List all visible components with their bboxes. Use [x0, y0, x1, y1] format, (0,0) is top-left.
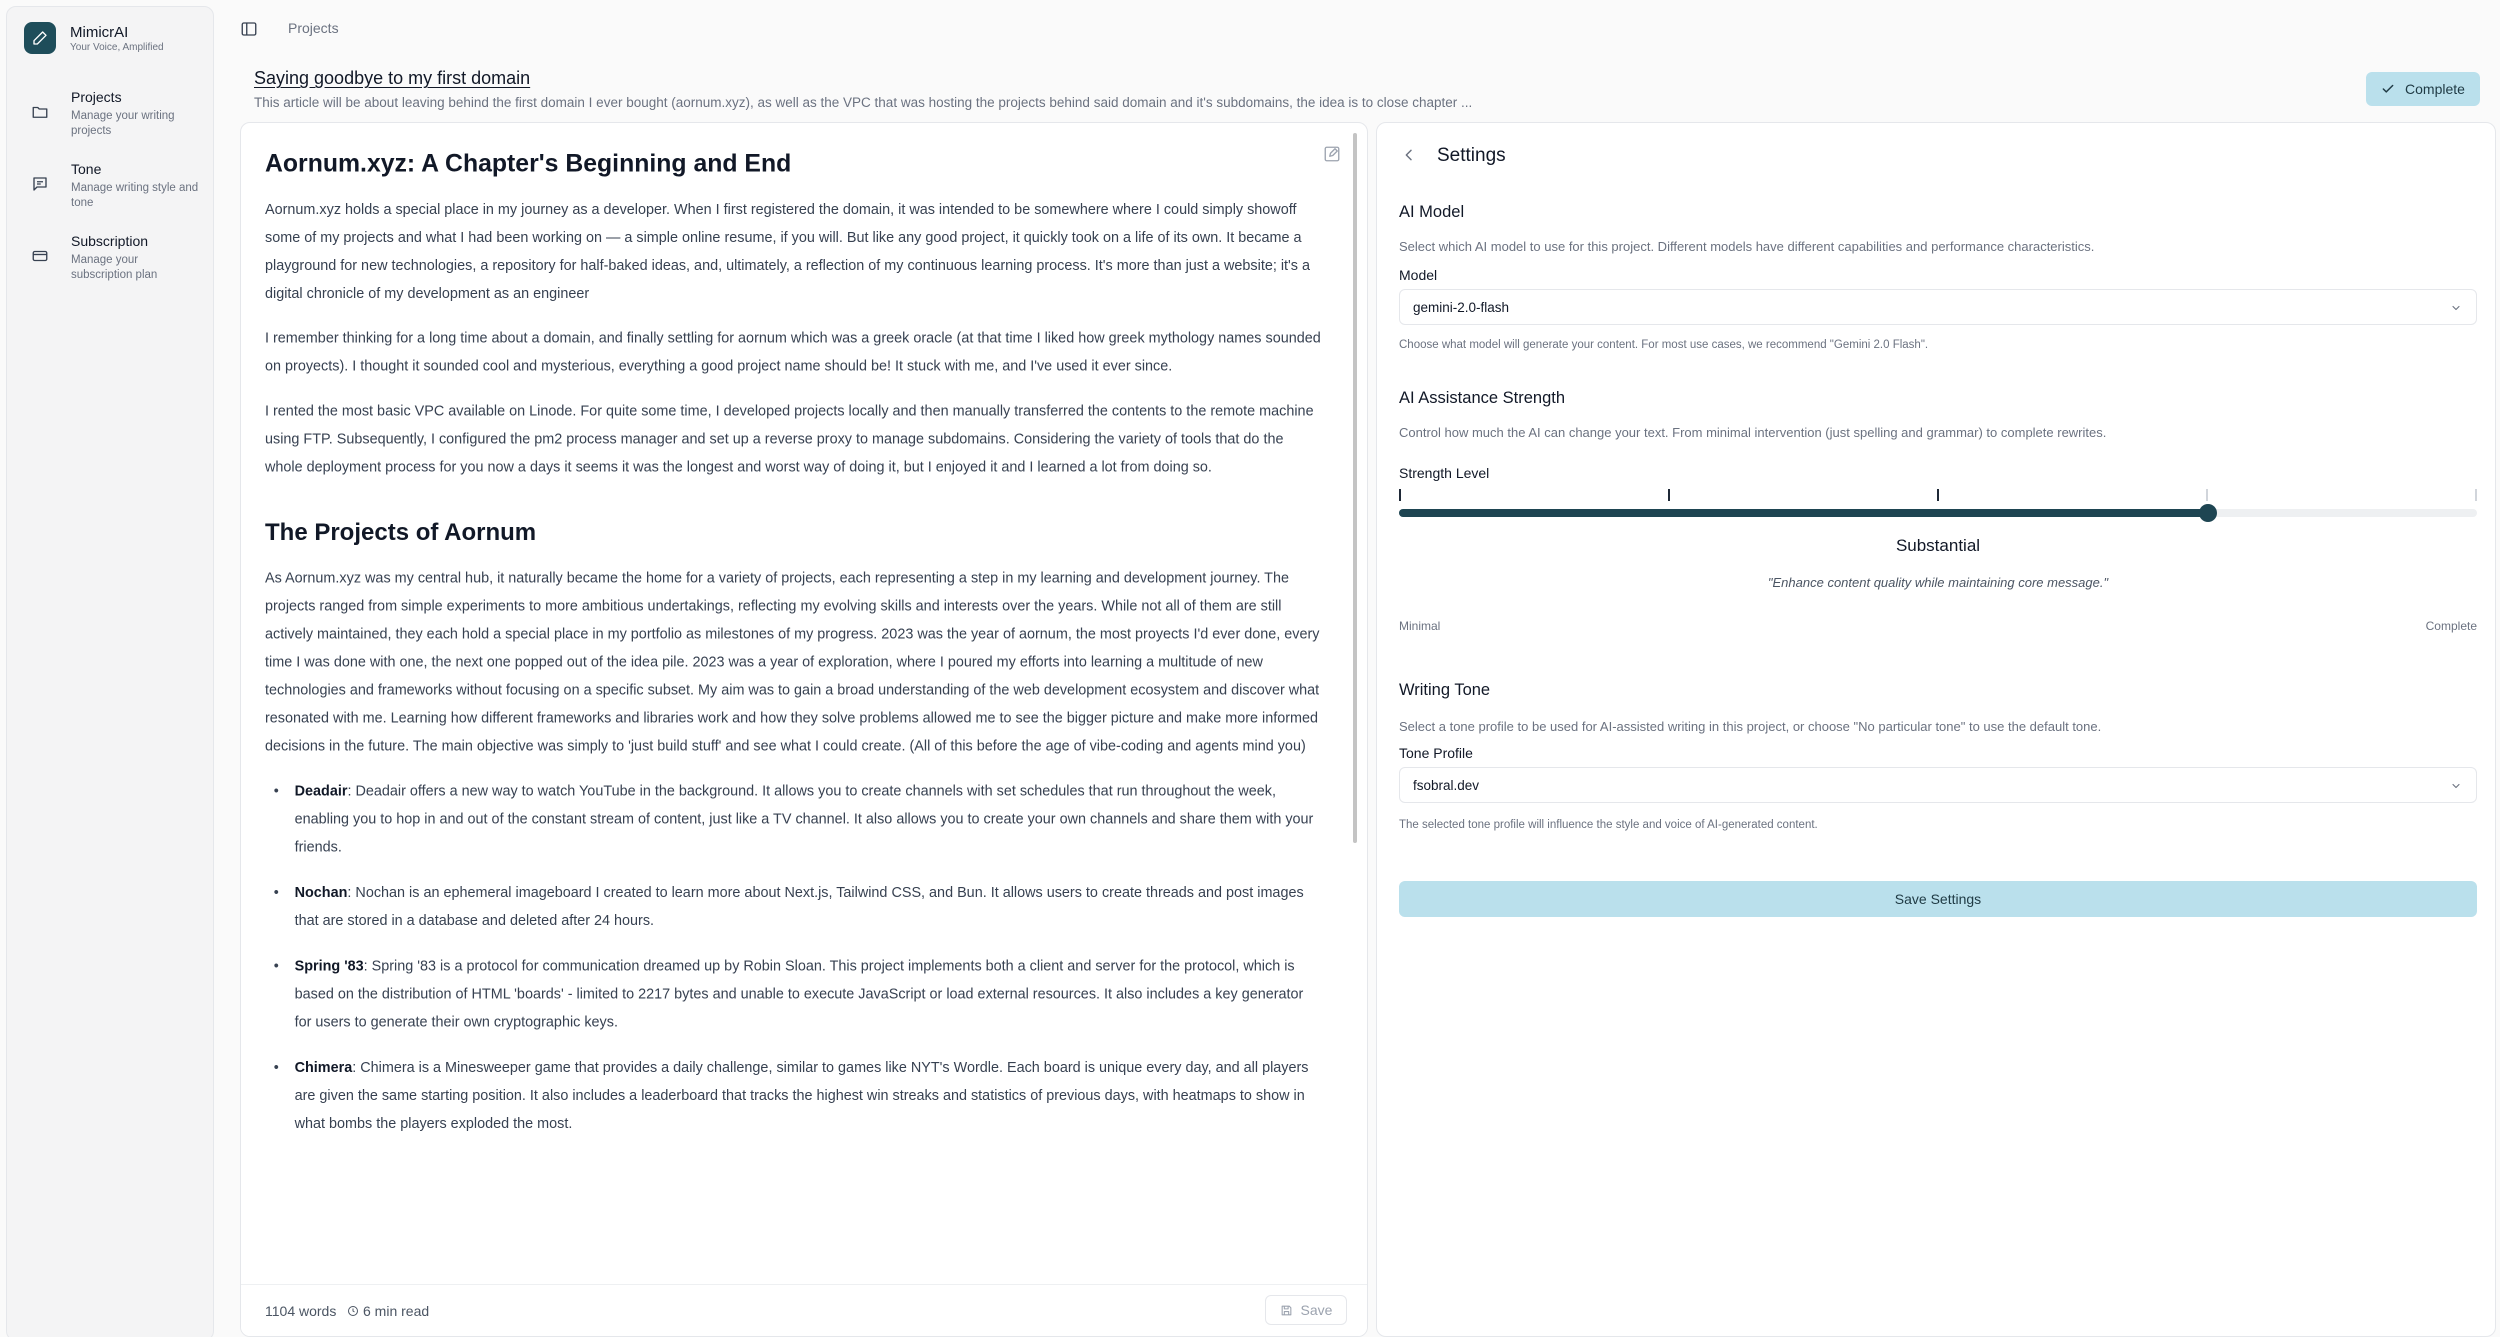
sidebar-item-desc: Manage writing style and tone: [71, 182, 199, 209]
list-item-name: Deadair: [294, 782, 348, 799]
strength-slider[interactable]: [1399, 509, 2477, 517]
scrollbar-thumb[interactable]: [1353, 133, 1357, 843]
sidebar-item-desc: Manage your writing projects: [71, 110, 175, 137]
pen-logo-icon: [24, 22, 56, 54]
edit-icon[interactable]: [1323, 145, 1341, 163]
list-item: [285, 777, 1321, 861]
save-label: Save: [1300, 1302, 1333, 1318]
sidebar-item-label: Tone: [71, 161, 102, 177]
folder-icon: [31, 103, 49, 121]
chevron-down-icon: [2450, 302, 2462, 314]
sidebar: [6, 6, 214, 1337]
credit-card-icon: [31, 247, 49, 265]
editor-content[interactable]: [265, 149, 1321, 1155]
slider-tick: [1399, 489, 1401, 501]
sidebar-item-label: Subscription: [71, 233, 149, 249]
tone-profile-select[interactable]: [1399, 767, 2477, 803]
list-item-text: : Nochan is an ephemeral imageboard I created to learn more about Next.js, Tailwind CSS, and Bun. It allows users to create threads and post images that are stored in a database and deleted after 24 hours.: [294, 884, 1304, 929]
check-icon: [2381, 82, 2395, 96]
article-paragraph: As Aornum.xyz was my central hub, it naturally became the home for a variety of projects, each representing a step in my learning and development journey. The projects ranged from simple experiments to more ambitious undertakings, reflecting my evolving skills and interests over the years. While not all of them are still actively maintained, they each hold a special place in my portfolio as milestones of my progress. 2023 was the year of aornum, the most proyects I'd ever done, every time I was done with one, the next one popped out of the idea pile. 2023 was a year of exploration, where I poured my efforts into learning a multitude of new technologies and frameworks without focusing on a specific subset. My aim was to gain a broad understanding of the web development ecosystem and discover what resonated with me. Learning how different frameworks and libraries work and how they solve problems allowed me to see the bigger picture and make more informed decisions in the future. The main objective was simply to 'just build stuff' and see what I could create. (All of this before the age of vibe-coding and agents mind you): [265, 569, 1320, 754]
list-item: [285, 879, 1321, 935]
sidebar-item-subscription[interactable]: [7, 233, 215, 293]
read-time: [347, 1303, 429, 1319]
app-tagline: Your Voice, Amplified: [70, 41, 164, 53]
slider-tick: [2206, 489, 2208, 501]
read-time-label: 6 min read: [363, 1303, 430, 1319]
project-list: [285, 777, 1321, 1138]
slider-thumb[interactable]: [2199, 504, 2217, 522]
chevron-left-icon[interactable]: [1401, 147, 1417, 163]
brand[interactable]: [24, 22, 164, 54]
app-name: MimicrAI: [70, 23, 129, 41]
strength-level-name: Substantial: [1895, 536, 1981, 555]
slider-tick: [1668, 489, 1670, 501]
save-icon: [1280, 1304, 1293, 1317]
sidebar-item-desc: Manage your subscription plan: [71, 254, 158, 281]
list-item-name: Chimera: [294, 1059, 353, 1076]
list-item-text: : Spring '83 is a protocol for communication dreamed up by Robin Sloan. This project implements both a client and server for the protocol, which is based on the distribution of HTML 'boards' - limited to 2217 bytes and unable to execute JavaScript or load external resources. It also includes a key generator for users to generate their own cryptographic keys.: [294, 957, 1304, 1030]
ai-model-title: AI Model: [1399, 203, 1465, 221]
model-label: Model: [1399, 267, 1438, 283]
message-square-icon: [31, 175, 49, 193]
list-item-text: : Chimera is a Minesweeper game that provides a daily challenge, similar to games like NYT's Wordle. Each board is unique every day, and all players are given the same starting position. It also includes a leaderboard that tracks the highest win streaks and statistics of previous days, with heatmaps to show in what bombs the players exploded the most.: [294, 1059, 1309, 1132]
model-select-value: gemini-2.0-flash: [1413, 300, 1510, 315]
ai-model-desc: Select which AI model to use for this project. Different models have different capabilities and performance characteristics.: [1399, 239, 2095, 254]
chevron-down-icon: [2450, 780, 2462, 792]
article-paragraph: Aornum.xyz holds a special place in my journey as a developer. When I first registered the domain, it was intended to be somewhere where I could simply showoff some of my projects and what I had been working on — a simple online resume, if you will. But like any good project, it quickly took on a life of its own. It became a playground for new technologies, a repository for half-baked ideas, and, ultimately, a reflection of my continuous learning process. It's more than just a website; it's a digital chronicle of my development as an engineer: [265, 201, 1310, 301]
complete-button[interactable]: [2366, 72, 2480, 106]
settings-title: Settings: [1437, 145, 1506, 166]
project-title[interactable]: Saying goodbye to my first domain: [254, 68, 531, 88]
strength-max-label: Complete: [2425, 619, 2477, 633]
tone-profile-label: Tone Profile: [1399, 745, 1473, 761]
word-count: 1104 words: [265, 1303, 337, 1319]
save-settings-button[interactable]: Save Settings: [1399, 881, 2477, 917]
list-item-text: : Deadair offers a new way to watch YouTube in the background. It allows you to create channels with set schedules that run throughout the week, enabling you to hop in and out of the constant stream of content, just like a TV channel. It also allows you to create your own channels and share them with your friends.: [294, 782, 1314, 855]
tone-hint: The selected tone profile will influence the style and voice of AI-generated content.: [1399, 819, 1818, 831]
article-paragraph: I remember thinking for a long time about a domain, and finally settling for aornum which was a greek oracle (at that time I liked how greek mythology names sounded on proyects). I thought it sounded cool and mysterious, everything a good project name should be! It stuck with me, and I've used it ever since.: [265, 329, 1321, 374]
model-hint: Choose what model will generate your content. For most use cases, we recommend "Gemini 2.0 Flash".: [1399, 339, 1929, 351]
project-description: This article will be about leaving behind the first domain I ever bought (aornum.xyz), as well as the VPC that was hosting the projects behind said domain and it's subdomains, the idea is to close chapter ...: [254, 95, 1473, 110]
strength-level-quote: "Enhance content quality while maintaining core message.": [1767, 575, 2109, 590]
editor-panel: [240, 122, 1368, 1337]
article-heading: Aornum.xyz: A Chapter's Beginning and End: [265, 149, 792, 177]
sidebar-item-label: Projects: [71, 89, 122, 105]
slider-tick: [2475, 489, 2477, 501]
tone-select-value: fsobral.dev: [1413, 778, 1480, 793]
slider-fill: [1399, 509, 2208, 517]
sidebar-item-projects[interactable]: [7, 89, 215, 149]
save-button[interactable]: [1265, 1295, 1347, 1325]
article-paragraph: I rented the most basic VPC available on Linode. For quite some time, I developed projects locally and then manually transferred the contents to the remote machine using FTP. Subsequently, I configured the pm2 process manager and set up a reverse proxy to manage subdomains. Considering the variety of tools that do the whole deployment process for you now a days it seems it was the longest and worst way of doing it, but I enjoyed it and I learned a lot from doing so.: [265, 402, 1314, 475]
model-select[interactable]: [1399, 289, 2477, 325]
breadcrumb[interactable]: Projects: [288, 20, 339, 36]
article-subheading: The Projects of Aornum: [265, 519, 537, 546]
strength-title: AI Assistance Strength: [1399, 389, 1566, 407]
strength-desc: Control how much the AI can change your text. From minimal intervention (just spelling and grammar) to complete rewrites.: [1399, 425, 2107, 440]
sidebar-item-tone[interactable]: [7, 161, 215, 221]
sidebar-toggle-icon[interactable]: [240, 20, 258, 38]
tone-title: Writing Tone: [1399, 681, 1491, 699]
list-item: [285, 1054, 1321, 1138]
tone-desc: Select a tone profile to be used for AI-assisted writing in this project, or choose "No particular tone" to use the default tone.: [1399, 719, 2102, 734]
list-item: [285, 952, 1321, 1036]
strength-min-label: Minimal: [1399, 619, 1441, 633]
clock-icon: [347, 1305, 359, 1317]
editor-footer: [241, 1284, 1368, 1336]
complete-label: Complete: [2405, 81, 2465, 97]
list-item-name: Spring '83: [294, 957, 364, 974]
settings-panel: [1376, 122, 2496, 1337]
slider-tick: [1937, 489, 1939, 501]
list-item-name: Nochan: [294, 884, 348, 901]
strength-label: Strength Level: [1399, 465, 1490, 481]
